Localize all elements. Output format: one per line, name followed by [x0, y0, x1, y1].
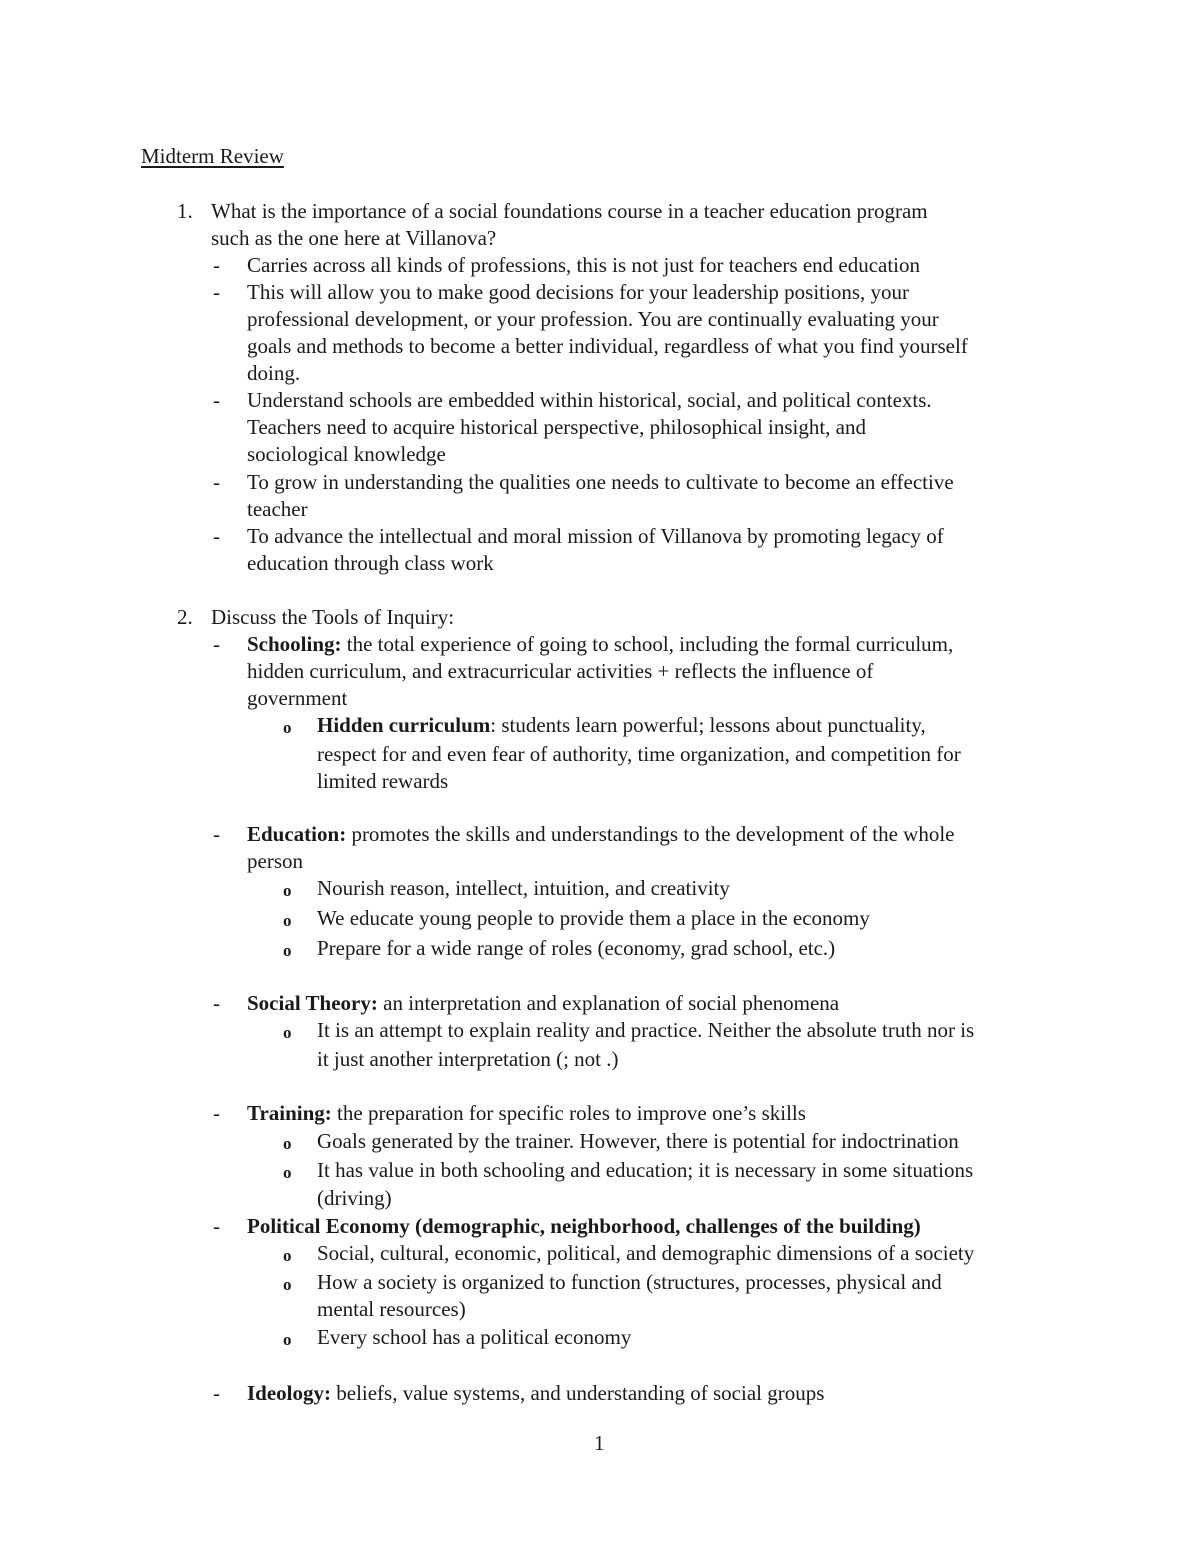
dash-bullet: -: [213, 470, 220, 494]
term-schooling: Schooling:: [247, 632, 342, 656]
list-item-continued: professional development, or your profession. You are continually evaluating your: [247, 307, 939, 331]
education-definition: [247, 821, 955, 848]
list-item: This will allow you to make good decisions for your leadership positions, your: [247, 280, 909, 304]
social-theory-definition: [247, 990, 839, 1017]
definition-text: the preparation for specific roles to improve one’s skills: [331, 1101, 806, 1125]
term-political-economy: Political Economy (demographic, neighborhood, challenges of the building): [247, 1214, 921, 1238]
list-item-continued: sociological knowledge: [247, 442, 446, 466]
definition-text: : students learn powerful; lessons about punctuality,: [490, 713, 926, 737]
definition-text: beliefs, value systems, and understanding of social groups: [331, 1381, 825, 1405]
circle-bullet: o: [283, 718, 292, 737]
dash-bullet: -: [213, 822, 220, 846]
definition-text: promotes the skills and understandings to the development of the whole: [346, 822, 955, 846]
ideology-definition: [247, 1380, 824, 1407]
list-item-continued: person: [247, 849, 303, 873]
dash-bullet: -: [213, 1214, 220, 1238]
list-item-continued: respect for and even fear of authority, time organization, and competition for: [317, 742, 961, 766]
sub-list-item: Social, cultural, economic, political, and demographic dimensions of a society: [317, 1241, 975, 1265]
dash-bullet: -: [213, 280, 220, 304]
list-item: To grow in understanding the qualities one needs to cultivate to become an effective: [247, 470, 954, 494]
page-title: Midterm Review: [141, 144, 284, 168]
sub-list-item: Prepare for a wide range of roles (economy, grad school, etc.): [317, 936, 836, 960]
circle-bullet: o: [283, 1275, 292, 1294]
circle-bullet: o: [283, 1134, 292, 1153]
circle-bullet: o: [283, 1023, 292, 1042]
list-item: Understand schools are embedded within historical, social, and political contexts.: [247, 388, 932, 412]
question-1-text: such as the one here at Villanova?: [211, 226, 497, 250]
circle-bullet: o: [283, 911, 292, 930]
dash-bullet: -: [213, 1381, 220, 1405]
question-2-number: 2.: [177, 605, 193, 629]
term-training: Training:: [247, 1101, 332, 1125]
hidden-curriculum-definition: [317, 712, 926, 739]
list-item: To advance the intellectual and moral mission of Villanova by promoting legacy of: [247, 524, 944, 548]
dash-bullet: -: [213, 632, 220, 656]
list-item: Carries across all kinds of professions, this is not just for teachers end education: [247, 253, 921, 277]
dash-bullet: -: [213, 253, 220, 277]
question-1-text: What is the importance of a social foundations course in a teacher education program: [211, 199, 928, 223]
list-item-continued: goals and methods to become a better individual, regardless of what you find yourself: [247, 334, 968, 358]
dash-bullet: -: [213, 524, 220, 548]
definition-text: an interpretation and explanation of social phenomena: [377, 991, 840, 1015]
term-ideology: Ideology:: [247, 1381, 331, 1405]
list-item-continued: (driving): [317, 1186, 392, 1210]
question-2-text: Discuss the Tools of Inquiry:: [211, 605, 455, 629]
circle-bullet: o: [283, 941, 292, 960]
circle-bullet: o: [283, 1330, 292, 1349]
question-1-number: 1.: [177, 199, 193, 223]
dash-bullet: -: [213, 388, 220, 412]
page-number: 1: [594, 1431, 605, 1455]
list-item-continued: Teachers need to acquire historical perspective, philosophical insight, and: [247, 415, 866, 439]
list-item-continued: government: [247, 686, 348, 710]
dash-bullet: -: [213, 1101, 220, 1125]
circle-bullet: o: [283, 1246, 292, 1265]
list-item-continued: education through class work: [247, 551, 494, 575]
list-item-continued: it just another interpretation (; not .): [317, 1047, 619, 1071]
list-item-continued: mental resources): [317, 1297, 466, 1321]
sub-list-item: How a society is organized to function (structures, processes, physical and: [317, 1270, 942, 1294]
term-education: Education:: [247, 822, 347, 846]
sub-list-item: Nourish reason, intellect, intuition, and creativity: [317, 876, 730, 900]
list-item-continued: hidden curriculum, and extracurricular activities + reflects the influence of: [247, 659, 874, 683]
circle-bullet: o: [283, 881, 292, 900]
sub-list-item: Every school has a political economy: [317, 1325, 632, 1349]
list-item-continued: doing.: [247, 361, 301, 385]
circle-bullet: o: [283, 1163, 292, 1182]
list-item-continued: limited rewards: [317, 769, 449, 793]
definition-text: the total experience of going to school, including the formal curriculum,: [341, 632, 954, 656]
training-definition: [247, 1100, 806, 1127]
list-item-continued: teacher: [247, 497, 308, 521]
sub-list-item: It is an attempt to explain reality and practice. Neither the absolute truth nor is: [317, 1018, 975, 1042]
term-social-theory: Social Theory:: [247, 991, 378, 1015]
term-hidden-curriculum: Hidden curriculum: [317, 713, 491, 737]
sub-list-item: It has value in both schooling and education; it is necessary in some situations: [317, 1158, 974, 1182]
dash-bullet: -: [213, 991, 220, 1015]
schooling-definition: [247, 631, 953, 658]
sub-list-item: Goals generated by the trainer. However, there is potential for indoctrination: [317, 1129, 959, 1153]
sub-list-item: We educate young people to provide them a place in the economy: [317, 906, 870, 930]
